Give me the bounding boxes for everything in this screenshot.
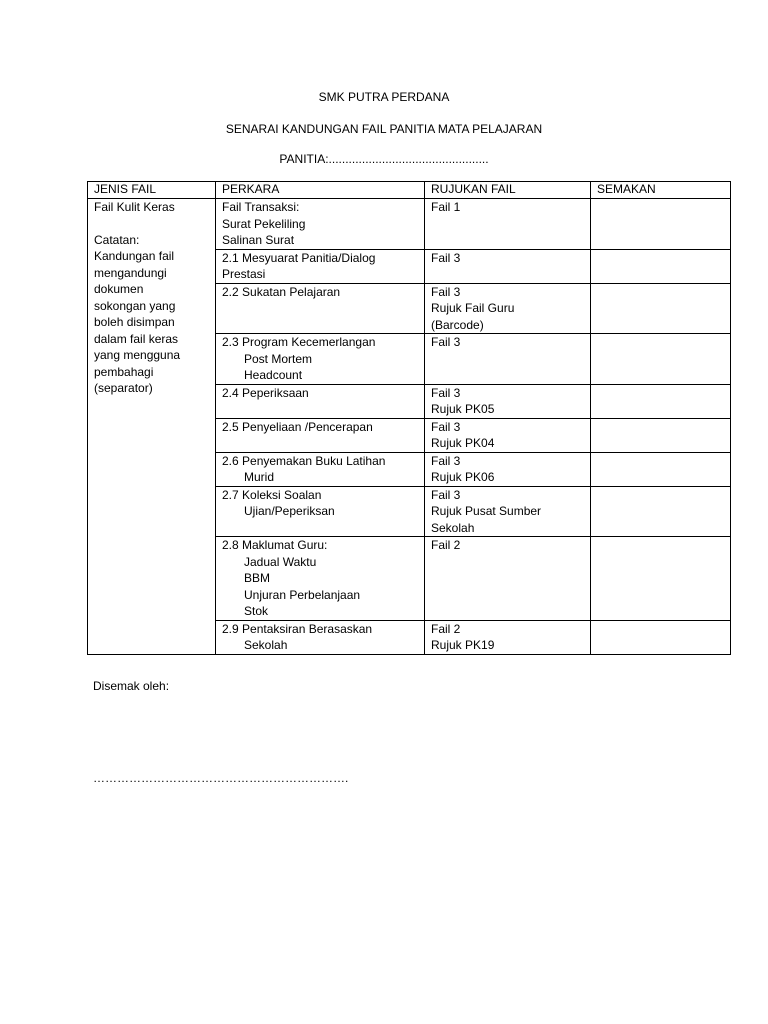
- rujukan-cell: [425, 283, 591, 334]
- rujukan-cell: [425, 452, 591, 486]
- semakan-cell[interactable]: [591, 384, 731, 418]
- perkara-cell: [216, 452, 425, 486]
- panitia-field: PANITIA:................................................: [279, 152, 489, 166]
- perkara-line: 2.2 Sukatan Pelajaran: [222, 284, 341, 299]
- perkara-line: 2.4 Peperiksaan: [222, 385, 309, 400]
- note-line: dokumen: [94, 282, 144, 296]
- column-header-rujukan-fail: RUJUKAN FAIL: [425, 182, 591, 199]
- rujukan-cell: [425, 418, 591, 452]
- perkara-line: Surat Pekeliling: [222, 216, 306, 231]
- note-line: Catatan:: [94, 232, 140, 247]
- semakan-cell[interactable]: [591, 620, 731, 654]
- perkara-line: BBM: [244, 571, 271, 585]
- perkara-line: 2.1 Mesyuarat Panitia/Dialog: [222, 250, 376, 265]
- perkara-line: Ujian/Peperiksan: [244, 504, 335, 518]
- perkara-line: Unjuran Perbelanjaan: [244, 587, 361, 602]
- rujukan-cell: [425, 620, 591, 654]
- perkara-line: 2.3 Program Kecemerlangan: [222, 335, 376, 349]
- perkara-cell: [216, 199, 425, 250]
- rujukan-line: Rujuk PK05: [431, 402, 495, 416]
- perkara-cell: [216, 249, 425, 283]
- perkara-line: Headcount: [244, 368, 303, 382]
- perkara-line: Salinan Surat: [222, 233, 295, 247]
- perkara-cell: [216, 283, 425, 334]
- note-line: sokongan yang: [94, 298, 176, 313]
- rujukan-cell: [425, 199, 591, 250]
- rujukan-line: Fail 3: [431, 453, 461, 468]
- rujukan-line: Fail 3: [431, 419, 461, 434]
- rujukan-line: Fail 3: [431, 487, 461, 502]
- perkara-line: Fail Transaksi:: [222, 200, 300, 214]
- perkara-cell: [216, 620, 425, 654]
- semakan-cell[interactable]: [591, 537, 731, 621]
- perkara-line: Prestasi: [222, 267, 266, 281]
- rujukan-line: Fail 1: [431, 200, 461, 214]
- note-line: yang mengguna: [94, 348, 181, 362]
- rujukan-cell: [425, 249, 591, 283]
- rujukan-line: (Barcode): [431, 317, 484, 332]
- perkara-cell: [216, 418, 425, 452]
- perkara-cell: [216, 486, 425, 537]
- rujukan-line: Rujuk Fail Guru: [431, 301, 515, 315]
- rujukan-line: Rujuk Pusat Sumber: [431, 504, 542, 518]
- column-header-jenis-fail: JENIS FAIL: [88, 182, 216, 199]
- rujukan-line: Fail 2: [431, 538, 461, 552]
- rujukan-line: Fail 3: [431, 385, 461, 400]
- semakan-cell[interactable]: [591, 334, 731, 385]
- jenis-fail-cell: [88, 199, 216, 655]
- note-line: dalam fail keras: [94, 331, 179, 346]
- note-line: pembahagi: [94, 364, 154, 379]
- rujukan-line: Sekolah: [431, 520, 475, 535]
- rujukan-line: Fail 3: [431, 335, 461, 349]
- note-line: mengandungi: [94, 265, 167, 280]
- perkara-line: 2.6 Penyemakan Buku Latihan: [222, 453, 386, 468]
- signature-line: ……………………………………………………….: [93, 771, 349, 785]
- rujukan-cell: [425, 537, 591, 621]
- rujukan-line: Fail 2: [431, 621, 461, 636]
- rujukan-line: Rujuk PK19: [431, 638, 495, 652]
- perkara-line: 2.5 Penyeliaan /Pencerapan: [222, 419, 373, 434]
- perkara-cell: [216, 537, 425, 621]
- semakan-cell[interactable]: [591, 249, 731, 283]
- note-line: Kandungan fail: [94, 249, 175, 263]
- file-contents-table: [87, 181, 731, 655]
- note-line: (separator): [94, 381, 153, 395]
- semakan-cell[interactable]: [591, 418, 731, 452]
- rujukan-cell: [425, 334, 591, 385]
- rujukan-line: Fail 3: [431, 250, 461, 265]
- rujukan-line: Rujuk PK04: [431, 436, 495, 450]
- semakan-cell[interactable]: [591, 486, 731, 537]
- rujukan-cell: [425, 384, 591, 418]
- perkara-cell: [216, 334, 425, 385]
- table-row: [88, 199, 731, 250]
- rujukan-line: Rujuk PK06: [431, 470, 495, 484]
- document-title: SENARAI KANDUNGAN FAIL PANITIA MATA PELAJARAN: [225, 122, 543, 136]
- column-header-perkara: PERKARA: [216, 182, 425, 199]
- perkara-line: Murid: [244, 470, 275, 484]
- semakan-cell[interactable]: [591, 283, 731, 334]
- note-line: boleh disimpan: [94, 315, 175, 329]
- perkara-line: Sekolah: [244, 638, 288, 652]
- jenis-fail-title: Fail Kulit Keras: [94, 200, 175, 214]
- perkara-line: Jadual Waktu: [244, 554, 317, 569]
- table-header-row: [88, 182, 731, 199]
- perkara-line: Post Mortem: [244, 351, 313, 366]
- reviewed-by-label: Disemak oleh:: [93, 679, 170, 693]
- semakan-cell[interactable]: [591, 452, 731, 486]
- rujukan-cell: [425, 486, 591, 537]
- column-header-semakan: SEMAKAN: [591, 182, 731, 199]
- perkara-line: 2.8 Maklumat Guru:: [222, 538, 328, 552]
- perkara-line: 2.7 Koleksi Soalan: [222, 487, 322, 502]
- school-name: SMK PUTRA PERDANA: [318, 90, 450, 104]
- perkara-line: 2.9 Pentaksiran Berasaskan: [222, 621, 373, 636]
- rujukan-line: Fail 3: [431, 284, 461, 299]
- perkara-cell: [216, 384, 425, 418]
- perkara-line: Stok: [244, 604, 269, 618]
- semakan-cell[interactable]: [591, 199, 731, 250]
